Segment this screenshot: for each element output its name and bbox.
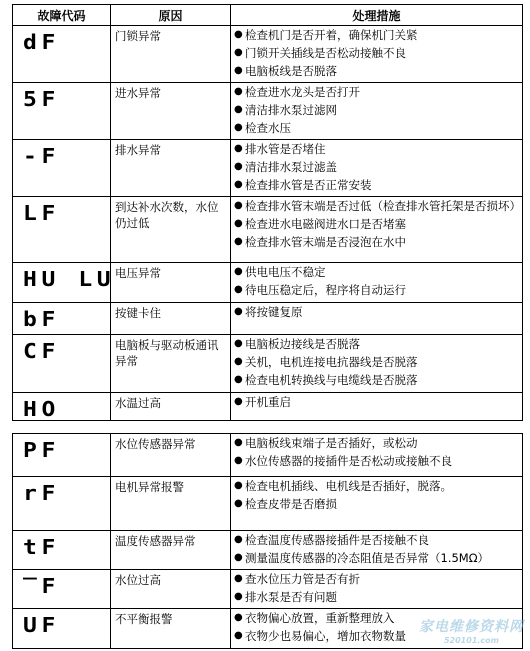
measure-item: ● 清洁排水泵过滤盖 (234, 159, 519, 175)
table-row (13, 83, 523, 140)
fault-code: tF (23, 535, 60, 559)
measures-cell (231, 434, 523, 477)
header-row (13, 5, 523, 26)
fault-code-cell (13, 531, 111, 570)
measures-cell (231, 531, 523, 570)
measure-item: ● 检查排水管末端是否过低（检查排水管托架是否损坏） (234, 198, 519, 214)
fault-code-cell (13, 140, 111, 197)
measures-cell (231, 335, 523, 393)
measure-item: ● 测量温度传感器的冷态阻值是否异常（1.5MΩ） (234, 550, 519, 566)
fault-code-cell (13, 609, 111, 649)
fault-code-cell (13, 197, 111, 263)
measures-cell (231, 26, 523, 83)
fault-code-cell (13, 570, 111, 609)
fault-code: 5F (23, 87, 60, 111)
fault-code: -F (23, 144, 60, 168)
header-measures: 处理措施 (231, 5, 523, 26)
fault-code: UF (23, 613, 60, 637)
table-row (13, 263, 523, 303)
cause-cell: 门锁异常 (111, 26, 231, 83)
table-row (13, 140, 523, 197)
header-code: 故障代码 (13, 5, 111, 26)
table-row (13, 531, 523, 570)
measure-item: ● 检查水压 (234, 120, 519, 136)
cause-cell: 电脑板与驱动板通讯异常 (111, 335, 231, 393)
fault-code-table-part1 (12, 4, 523, 421)
measure-item: ● 查水位压力管是否有折 (234, 571, 519, 587)
measure-item: ● 衣物偏心放置，重新整理放入 (234, 610, 519, 626)
table-row (13, 197, 523, 263)
table-row (13, 303, 523, 335)
cause-cell: 水温过高 (111, 393, 231, 421)
fault-code-cell (13, 477, 111, 531)
cause-cell: 不平衡报警 (111, 609, 231, 649)
measures-cell (231, 303, 523, 335)
measures-cell (231, 570, 523, 609)
fault-code: bF (23, 307, 60, 331)
measures-cell (231, 140, 523, 197)
fault-code: PF (23, 438, 60, 462)
measure-item: ● 排水管是否堵住 (234, 141, 519, 157)
measures-cell (231, 197, 523, 263)
measure-item: ● 检查排水管末端是否浸泡在水中 (234, 234, 519, 250)
cause-cell: 进水异常 (111, 83, 231, 140)
measure-item: ● 电脑板线是否脱落 (234, 63, 519, 79)
measure-item: ● 待电压稳定后，程序将自动运行 (234, 282, 519, 298)
cause-cell: 按键卡住 (111, 303, 231, 335)
measure-item: ● 检查温度传感器接插件是否接触不良 (234, 532, 519, 548)
measure-item: ● 关机，电机连接电抗器线是否脱落 (234, 354, 519, 370)
fault-code: CF (23, 339, 60, 363)
measure-item: ● 检查电机转换线与电缆线是否脱落 (234, 372, 519, 388)
measure-item: ● 检查排水管是否正常安装 (234, 177, 519, 193)
measure-item: ● 检查进水龙头是否打开 (234, 84, 519, 100)
fault-code: dF (23, 30, 60, 54)
cause-cell: 到达补水次数，水位仍过低 (111, 197, 231, 263)
fault-code: HO (23, 397, 60, 421)
fault-code-cell (13, 303, 111, 335)
measures-cell (231, 83, 523, 140)
measure-item: ● 排水泵是否有问题 (234, 589, 519, 605)
cause-cell: 电压异常 (111, 263, 231, 303)
measure-item: ● 将按键复原 (234, 304, 519, 320)
fault-code: HU LU (23, 267, 116, 291)
cause-cell: 排水异常 (111, 140, 231, 197)
measure-item: ● 供电电压不稳定 (234, 264, 519, 280)
fault-code-cell (13, 83, 111, 140)
cause-cell: 电机异常报警 (111, 477, 231, 531)
fault-code: ‾F (23, 574, 60, 598)
measures-cell (231, 477, 523, 531)
fault-code-cell (13, 263, 116, 303)
table-row (13, 570, 523, 609)
measure-item: ● 检查皮带是否磨损 (234, 496, 519, 512)
watermark: 家电维修资料网 520101.com (419, 619, 524, 645)
fault-code-cell (13, 26, 111, 83)
fault-code: rF (23, 481, 60, 505)
measure-item: ● 检查进水电磁阀进水口是否堵塞 (234, 216, 519, 232)
measure-item: ● 门锁开关插线是否松动接触不良 (234, 45, 519, 61)
cause-cell: 温度传感器异常 (111, 531, 231, 570)
fault-code-cell (13, 434, 111, 477)
table-row (13, 335, 523, 393)
table-row (13, 434, 523, 477)
measure-item: ● 电脑板边接线是否脱落 (234, 336, 519, 352)
header-cause: 原因 (111, 5, 231, 26)
table-row (13, 393, 523, 421)
measure-item: ● 电脑板线束端子是否插好，或松动 (234, 435, 519, 451)
fault-code-cell (13, 393, 111, 421)
table-row (13, 26, 523, 83)
measures-cell (231, 393, 523, 421)
fault-code-cell (13, 335, 111, 393)
measure-item: ● 开机重启 (234, 394, 519, 410)
cause-cell: 水位过高 (111, 570, 231, 609)
measure-item: ● 检查电机插线、电机线是否插好，脱落。 (234, 478, 519, 494)
measures-cell (231, 263, 523, 303)
measure-item: ● 检查机门是否开着，确保机门关紧 (234, 27, 519, 43)
fault-code: LF (23, 201, 60, 225)
measure-item: ● 清洁排水泵过滤网 (234, 102, 519, 118)
table-row (13, 477, 523, 531)
cause-cell: 水位传感器异常 (111, 434, 231, 477)
measure-item: ● 衣物少也易偏心，增加衣物数量 (234, 628, 519, 644)
measure-item: ● 水位传感器的接插件是否松动或接触不良 (234, 453, 519, 469)
